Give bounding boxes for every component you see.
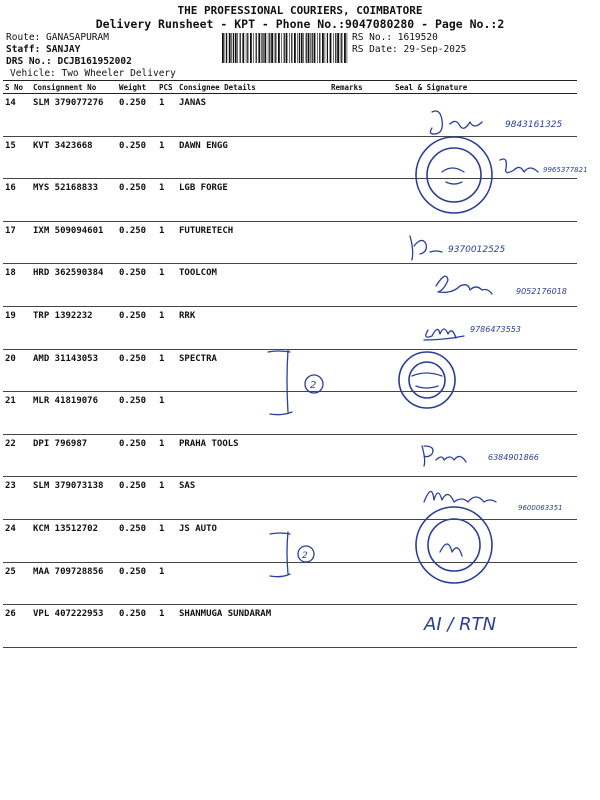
row-consignment: MAA 709728856 bbox=[31, 562, 117, 605]
row-pcs: 1 bbox=[157, 179, 177, 222]
row-consignee bbox=[177, 392, 329, 435]
row-remarks bbox=[329, 94, 393, 137]
row-signature bbox=[393, 605, 577, 648]
phone-19: 9786473553 bbox=[470, 325, 521, 334]
col-consignee: Consignee Details bbox=[177, 81, 329, 94]
row-consignment: SLM 379073138 bbox=[31, 477, 117, 520]
row-pcs: 1 bbox=[157, 562, 177, 605]
row-consignee: SAS bbox=[177, 477, 329, 520]
row-weight: 0.250 bbox=[117, 349, 157, 392]
row-consignee: SHANMUGA SUNDARAM bbox=[177, 605, 329, 648]
col-weight: Weight bbox=[117, 81, 157, 94]
row-sno: 16 bbox=[3, 179, 31, 222]
rs-number: RS No.: 1619520 bbox=[352, 32, 438, 43]
row-signature bbox=[393, 264, 577, 307]
row-remarks bbox=[329, 179, 393, 222]
row-weight: 0.250 bbox=[117, 136, 157, 179]
phone-14: 9843161325 bbox=[505, 120, 563, 130]
row-pcs: 1 bbox=[157, 136, 177, 179]
company-title: THE PROFESSIONAL COURIERS, COIMBATORE bbox=[177, 4, 423, 17]
row-consignment: KCM 13512702 bbox=[31, 519, 117, 562]
row-weight: 0.250 bbox=[117, 179, 157, 222]
rtn-note: AI / RTN bbox=[424, 614, 497, 635]
row-pcs: 1 bbox=[157, 264, 177, 307]
row-sno: 26 bbox=[3, 605, 31, 648]
table-row bbox=[3, 392, 577, 435]
row-sno: 21 bbox=[3, 392, 31, 435]
phone-24: 9600063351 bbox=[518, 504, 563, 512]
row-weight: 0.250 bbox=[117, 519, 157, 562]
phone-22: 6384901866 bbox=[488, 453, 539, 462]
row-sno: 19 bbox=[3, 306, 31, 349]
row-weight: 0.250 bbox=[117, 562, 157, 605]
row-signature bbox=[393, 306, 577, 349]
table-row bbox=[3, 94, 577, 137]
row-signature bbox=[393, 136, 577, 179]
phone-16: 9965377821 bbox=[543, 166, 588, 174]
row-sno: 17 bbox=[3, 221, 31, 264]
row-weight: 0.250 bbox=[117, 221, 157, 264]
row-consignee: LGB FORGE bbox=[177, 179, 329, 222]
row-consignee: PRAHA TOOLS bbox=[177, 434, 329, 477]
row-remarks bbox=[329, 605, 393, 648]
table-header-row bbox=[3, 81, 577, 94]
row-weight: 0.250 bbox=[117, 264, 157, 307]
row-remarks bbox=[329, 221, 393, 264]
row-consignee: RRK bbox=[177, 306, 329, 349]
row-remarks bbox=[329, 349, 393, 392]
table-row bbox=[3, 605, 577, 648]
row-pcs: 1 bbox=[157, 94, 177, 137]
row-consignee bbox=[177, 562, 329, 605]
row-remarks bbox=[329, 392, 393, 435]
row-consignment: KVT 3423668 bbox=[31, 136, 117, 179]
row-signature bbox=[393, 434, 577, 477]
row-signature bbox=[393, 349, 577, 392]
staff-label: Staff: SANJAY bbox=[6, 44, 81, 55]
row-signature bbox=[393, 392, 577, 435]
row-weight: 0.250 bbox=[117, 392, 157, 435]
row-consignment: MYS 52168833 bbox=[31, 179, 117, 222]
table-row bbox=[3, 349, 577, 392]
runsheet-table bbox=[3, 80, 577, 648]
table-row bbox=[3, 221, 577, 264]
col-sno: S No bbox=[3, 81, 31, 94]
row-pcs: 1 bbox=[157, 519, 177, 562]
row-consignment: HRD 362590384 bbox=[31, 264, 117, 307]
table-row bbox=[3, 136, 577, 179]
row-signature bbox=[393, 477, 577, 520]
route-label: Route: GANASAPURAM bbox=[6, 32, 109, 43]
row-signature bbox=[393, 519, 577, 562]
phone-18: 9052176018 bbox=[516, 287, 567, 296]
col-consignment: Consignment No bbox=[31, 81, 117, 94]
row-consignment: IXM 509094601 bbox=[31, 221, 117, 264]
col-pcs: PCS bbox=[157, 81, 177, 94]
row-weight: 0.250 bbox=[117, 94, 157, 137]
row-consignee: DAWN ENGG bbox=[177, 136, 329, 179]
row-weight: 0.250 bbox=[117, 477, 157, 520]
row-remarks bbox=[329, 136, 393, 179]
row-consignee: JANAS bbox=[177, 94, 329, 137]
table-row bbox=[3, 562, 577, 605]
vehicle-label: Vehicle: Two Wheeler Delivery bbox=[10, 68, 176, 79]
row-signature bbox=[393, 179, 577, 222]
row-pcs: 1 bbox=[157, 477, 177, 520]
table-row bbox=[3, 477, 577, 520]
row-sno: 20 bbox=[3, 349, 31, 392]
row-pcs: 1 bbox=[157, 221, 177, 264]
row-pcs: 1 bbox=[157, 306, 177, 349]
row-signature bbox=[393, 221, 577, 264]
row-sno: 18 bbox=[3, 264, 31, 307]
row-consignee: JS AUTO bbox=[177, 519, 329, 562]
row-consignment: AMD 31143053 bbox=[31, 349, 117, 392]
row-pcs: 1 bbox=[157, 605, 177, 648]
table-row bbox=[3, 179, 577, 222]
row-sno: 22 bbox=[3, 434, 31, 477]
row-consignee: TOOLCOM bbox=[177, 264, 329, 307]
barcode bbox=[222, 33, 348, 63]
row-consignment: MLR 41819076 bbox=[31, 392, 117, 435]
row-remarks bbox=[329, 264, 393, 307]
row-remarks bbox=[329, 306, 393, 349]
row-consignee: FUTURETECH bbox=[177, 221, 329, 264]
row-weight: 0.250 bbox=[117, 306, 157, 349]
row-remarks bbox=[329, 519, 393, 562]
row-remarks bbox=[329, 477, 393, 520]
row-sno: 23 bbox=[3, 477, 31, 520]
row-consignee: SPECTRA bbox=[177, 349, 329, 392]
drs-number: DRS No.: DCJB161952002 bbox=[6, 56, 132, 67]
row-signature bbox=[393, 94, 577, 137]
row-sno: 24 bbox=[3, 519, 31, 562]
table-row bbox=[3, 519, 577, 562]
row-consignment: TRP 1392232 bbox=[31, 306, 117, 349]
row-pcs: 1 bbox=[157, 392, 177, 435]
row-pcs: 1 bbox=[157, 434, 177, 477]
row-signature bbox=[393, 562, 577, 605]
bracket-label-1: 2 bbox=[310, 380, 317, 391]
table-row bbox=[3, 434, 577, 477]
row-pcs: 1 bbox=[157, 349, 177, 392]
row-sno: 14 bbox=[3, 94, 31, 137]
row-remarks bbox=[329, 562, 393, 605]
row-consignment: DPI 796987 bbox=[31, 434, 117, 477]
runsheet-title: Delivery Runsheet - KPT - Phone No.:9047080280 - Page No.:2 bbox=[95, 17, 505, 31]
bracket-label-2: 2 bbox=[302, 551, 308, 561]
row-consignment: SLM 379077276 bbox=[31, 94, 117, 137]
table-row bbox=[3, 306, 577, 349]
row-weight: 0.250 bbox=[117, 605, 157, 648]
row-weight: 0.250 bbox=[117, 434, 157, 477]
row-consignment: VPL 407222953 bbox=[31, 605, 117, 648]
col-remarks: Remarks bbox=[329, 81, 393, 94]
table-row bbox=[3, 264, 577, 307]
phone-17: 9370012525 bbox=[448, 245, 506, 255]
row-remarks bbox=[329, 434, 393, 477]
rs-date: RS Date: 29-Sep-2025 bbox=[352, 44, 467, 55]
col-signature: Seal & Signature bbox=[393, 81, 577, 94]
row-sno: 25 bbox=[3, 562, 31, 605]
row-sno: 15 bbox=[3, 136, 31, 179]
